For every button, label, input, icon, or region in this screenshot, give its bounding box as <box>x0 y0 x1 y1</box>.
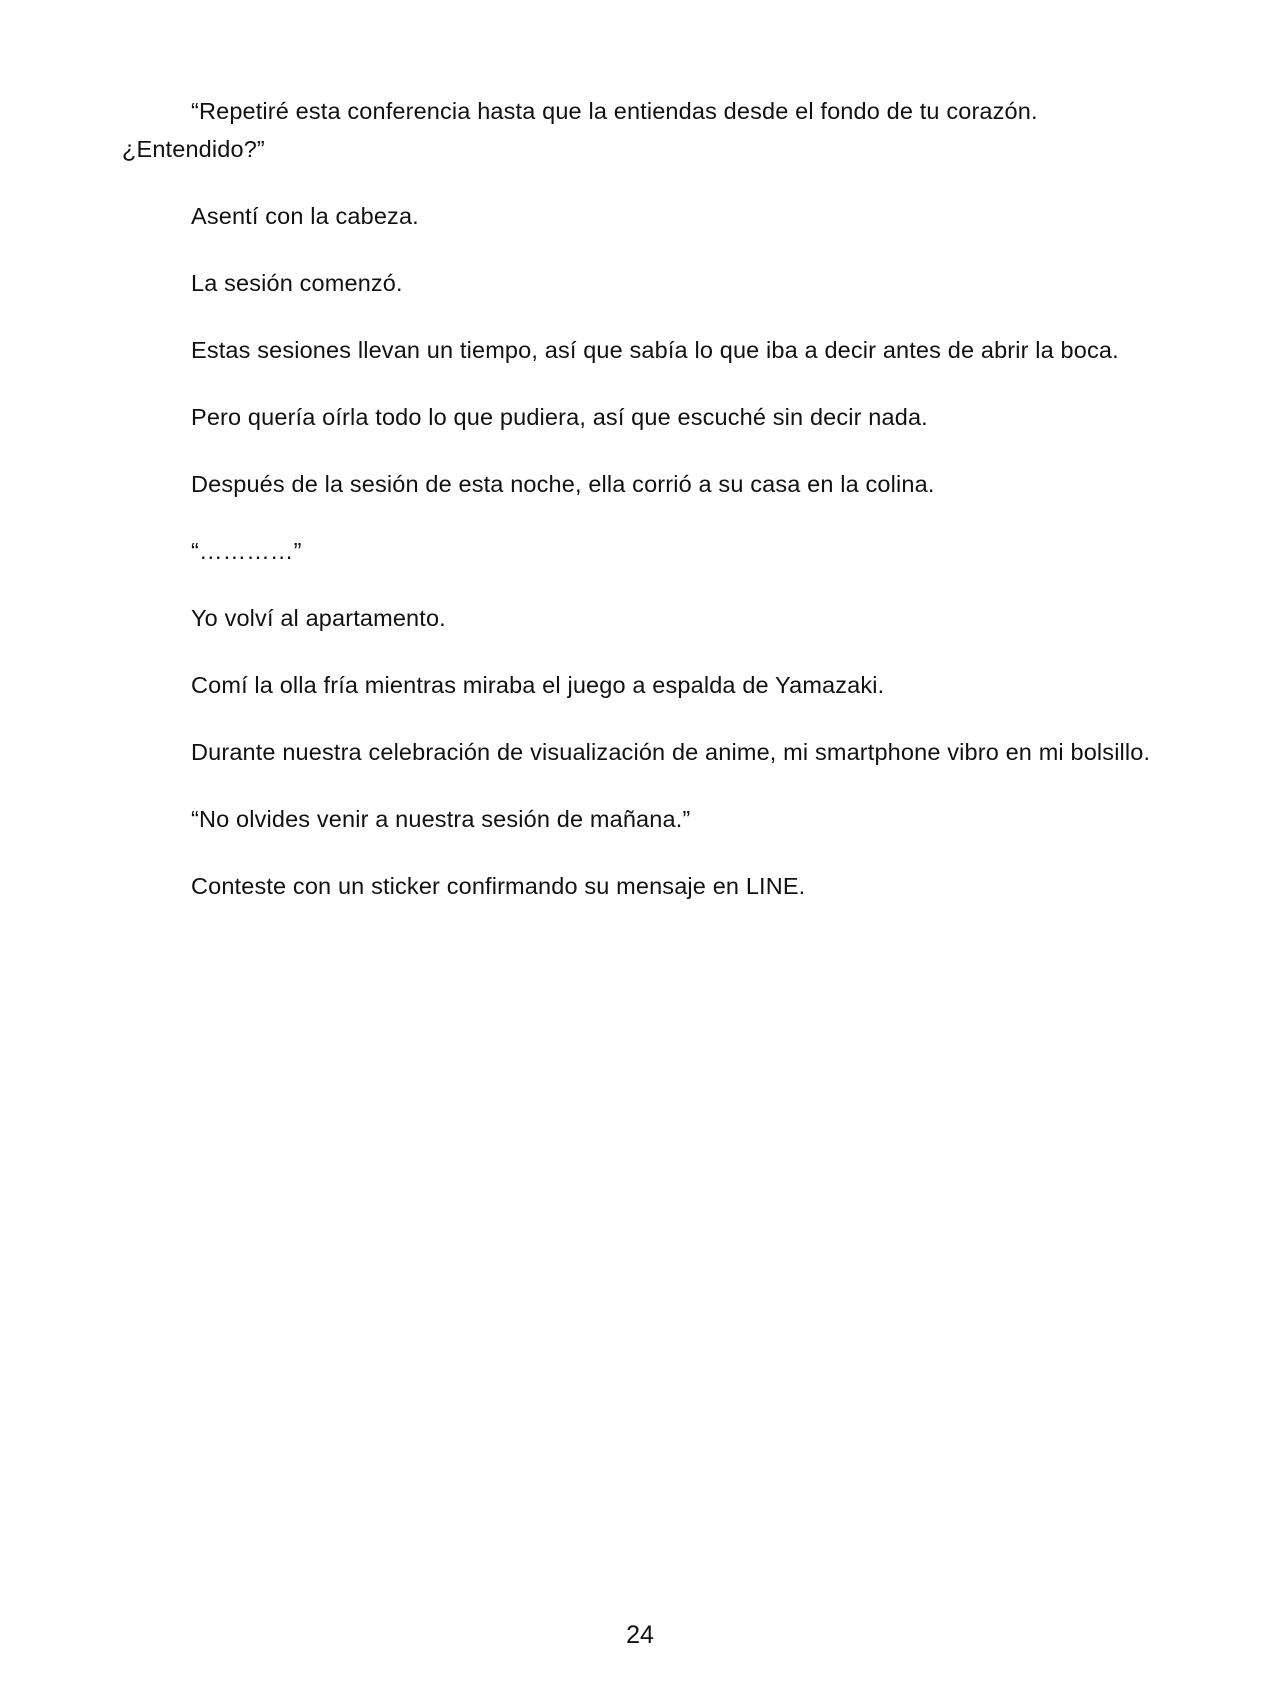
page-number: 24 <box>626 1621 654 1649</box>
paragraph-10: Durante nuestra celebración de visualización de anime, mi smartphone vibro en mi bolsillo. <box>191 739 1151 765</box>
paragraph-6: Después de la sesión de esta noche, ella corrió a su casa en la colina. <box>191 471 935 497</box>
paragraph-4: Estas sesiones llevan un tiempo, así que sabía lo que iba a decir antes de abrir la boca. <box>191 337 1119 363</box>
paragraph-3: La sesión comenzó. <box>191 270 403 296</box>
paragraph-5: Pero quería oírla todo lo que pudiera, así que escuché sin decir nada. <box>191 404 928 430</box>
paragraph-8: Yo volví al apartamento. <box>191 605 446 631</box>
body-text <box>122 92 1162 934</box>
paragraph-7: “…………” <box>191 538 302 564</box>
paragraph-12: Conteste con un sticker confirmando su mensaje en LINE. <box>191 873 806 899</box>
paragraph-2: Asentí con la cabeza. <box>191 203 419 229</box>
paragraph-11: “No olvides venir a nuestra sesión de mañana.” <box>191 806 691 832</box>
paragraph-1: “Repetiré esta conferencia hasta que la entiendas desde el fondo de tu corazón. ¿Entendido?” <box>122 98 1038 162</box>
paragraph-9: Comí la olla fría mientras miraba el juego a espalda de Yamazaki. <box>191 672 885 698</box>
